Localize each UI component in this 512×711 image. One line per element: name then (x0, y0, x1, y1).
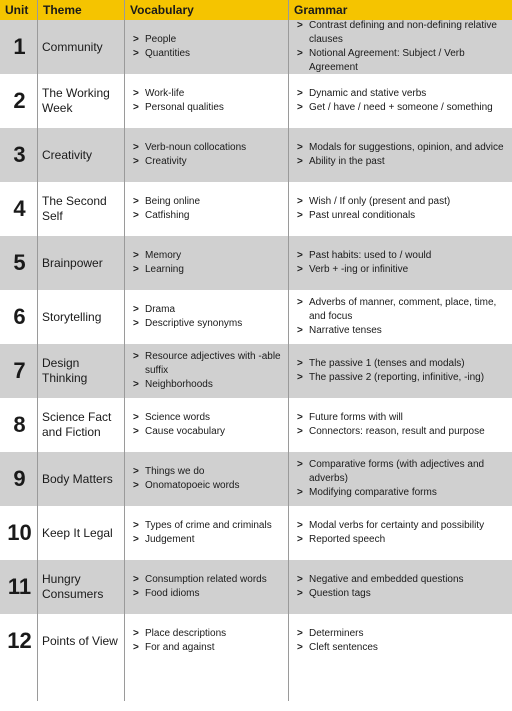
vocabulary-item (133, 425, 225, 439)
chevron-right-icon: > (133, 480, 139, 491)
table-body (0, 20, 512, 668)
vocabulary-item (133, 411, 210, 425)
chevron-right-icon: > (133, 34, 139, 45)
table-row (0, 128, 512, 182)
chevron-right-icon: > (133, 412, 139, 423)
vocabulary-list (125, 560, 289, 614)
chevron-right-icon: > (297, 574, 303, 585)
grammar-text: Negative and embedded questions (309, 574, 464, 585)
chevron-right-icon: > (297, 412, 303, 423)
unit-theme: Storytelling (38, 290, 125, 344)
chevron-right-icon: > (297, 426, 303, 437)
grammar-text: Narrative tenses (309, 325, 382, 336)
grammar-item (297, 195, 450, 209)
chevron-right-icon: > (297, 358, 303, 369)
vocabulary-text: Neighborhoods (145, 379, 213, 390)
grammar-list (289, 398, 512, 452)
chevron-right-icon: > (133, 628, 139, 639)
chevron-right-icon: > (133, 304, 139, 315)
unit-number: 8 (0, 398, 38, 452)
grammar-text: Question tags (309, 588, 371, 599)
grammar-list (289, 452, 512, 506)
vocabulary-text: Descriptive synonyms (145, 318, 243, 329)
vocabulary-text: People (145, 34, 177, 45)
grammar-item (297, 209, 415, 223)
table-row (0, 398, 512, 452)
grammar-text: Notional Agreement: Subject / Verb Agreement (309, 48, 465, 73)
chevron-right-icon: > (133, 102, 139, 113)
vocabulary-text: Being online (145, 196, 201, 207)
vocabulary-text: Drama (145, 304, 176, 315)
unit-theme: Hungry Consumers (38, 560, 125, 614)
vocabulary-item (133, 209, 189, 223)
grammar-list (289, 506, 512, 560)
grammar-list (289, 20, 512, 74)
chevron-right-icon: > (297, 325, 303, 336)
header-grammar: Grammar (294, 3, 348, 17)
grammar-item (297, 324, 382, 338)
grammar-item (297, 627, 363, 641)
chevron-right-icon: > (297, 102, 303, 113)
grammar-text: Past habits: used to / would (309, 250, 432, 261)
unit-theme: Body Matters (38, 452, 125, 506)
vocabulary-text: Verb-noun collocations (145, 142, 247, 153)
vocabulary-list (125, 344, 289, 398)
chevron-right-icon: > (133, 351, 139, 362)
chevron-right-icon: > (133, 318, 139, 329)
chevron-right-icon: > (297, 297, 303, 308)
chevron-right-icon: > (297, 156, 303, 167)
chevron-right-icon: > (133, 210, 139, 221)
header-vocabulary: Vocabulary (125, 0, 289, 20)
vocabulary-text: Consumption related words (145, 574, 267, 585)
unit-theme: Keep It Legal (38, 506, 125, 560)
vocabulary-text: Memory (145, 250, 182, 261)
vocabulary-text: Science words (145, 412, 211, 423)
vocabulary-list (125, 20, 289, 74)
vocabulary-text: Resource adjectives with -able suffix (145, 351, 281, 376)
vocabulary-text: Judgement (145, 534, 195, 545)
grammar-text: The passive 1 (tenses and modals) (309, 358, 465, 369)
grammar-item (297, 371, 484, 385)
unit-theme: Community (38, 20, 125, 74)
chevron-right-icon: > (133, 426, 139, 437)
vocabulary-item (133, 101, 224, 115)
vocabulary-text: Work-life (145, 88, 185, 99)
grammar-text: Cleft sentences (309, 642, 378, 653)
chevron-right-icon: > (297, 372, 303, 383)
chevron-right-icon: > (297, 20, 303, 31)
grammar-list (289, 128, 512, 182)
vocabulary-list (125, 236, 289, 290)
chevron-right-icon: > (297, 48, 303, 59)
chevron-right-icon: > (133, 466, 139, 477)
unit-number: 2 (0, 74, 38, 128)
table-row (0, 236, 512, 290)
vocabulary-text: Creativity (145, 156, 187, 167)
grammar-item (297, 87, 426, 101)
chevron-right-icon: > (297, 250, 303, 261)
vocabulary-text: Types of crime and criminals (145, 520, 272, 531)
vocabulary-item (133, 33, 176, 47)
grammar-item (297, 425, 485, 439)
vocabulary-item (133, 573, 267, 587)
chevron-right-icon: > (297, 534, 303, 545)
grammar-item (297, 101, 493, 115)
grammar-item (297, 411, 403, 425)
chevron-right-icon: > (133, 142, 139, 153)
vocabulary-item (133, 479, 240, 493)
grammar-item (297, 357, 465, 371)
grammar-list (289, 560, 512, 614)
grammar-text: Adverbs of manner, comment, place, time, and focus (309, 297, 497, 322)
grammar-text: Contrast defining and non-defining relative clauses (309, 20, 497, 45)
chevron-right-icon: > (297, 487, 303, 498)
grammar-list (289, 614, 512, 668)
grammar-text: Modifying comparative forms (309, 487, 437, 498)
unit-theme: Design Thinking (38, 344, 125, 398)
table-row (0, 20, 512, 74)
chevron-right-icon: > (133, 642, 139, 653)
unit-theme: The Second Self (38, 182, 125, 236)
grammar-item (297, 296, 512, 324)
table-tail (0, 668, 512, 701)
vocabulary-list (125, 614, 289, 668)
vocabulary-item (133, 641, 215, 655)
grammar-list (289, 290, 512, 344)
vocabulary-item (133, 141, 246, 155)
grammar-text: Future forms with will (309, 412, 403, 423)
vocabulary-text: Personal qualities (145, 102, 224, 113)
vocabulary-text: Place descriptions (145, 628, 227, 639)
vocabulary-item (133, 195, 200, 209)
vocabulary-item (133, 317, 242, 331)
unit-number: 5 (0, 236, 38, 290)
chevron-right-icon: > (133, 48, 139, 59)
chevron-right-icon: > (297, 520, 303, 531)
grammar-item (297, 533, 385, 547)
chevron-right-icon: > (133, 574, 139, 585)
vocabulary-list (125, 74, 289, 128)
grammar-list (289, 344, 512, 398)
table-row (0, 290, 512, 344)
chevron-right-icon: > (297, 142, 303, 153)
vocabulary-item (133, 465, 204, 479)
grammar-item (297, 155, 385, 169)
chevron-right-icon: > (297, 642, 303, 653)
table-header (0, 0, 512, 20)
vocabulary-list (125, 452, 289, 506)
chevron-right-icon: > (297, 628, 303, 639)
unit-number: 12 (0, 614, 38, 668)
grammar-text: Ability in the past (309, 156, 385, 167)
chevron-right-icon: > (133, 250, 139, 261)
vocabulary-item (133, 155, 187, 169)
grammar-text: Get / have / need + someone / something (309, 102, 493, 113)
unit-number: 6 (0, 290, 38, 344)
unit-theme: Brainpower (38, 236, 125, 290)
chevron-right-icon: > (297, 196, 303, 207)
chevron-right-icon: > (133, 379, 139, 390)
unit-number: 1 (0, 20, 38, 74)
grammar-list (289, 236, 512, 290)
unit-number: 4 (0, 182, 38, 236)
unit-number: 9 (0, 452, 38, 506)
chevron-right-icon: > (133, 520, 139, 531)
chevron-right-icon: > (133, 88, 139, 99)
vocabulary-text: Learning (145, 264, 184, 275)
vocabulary-text: Things we do (145, 466, 205, 477)
vocabulary-list (125, 128, 289, 182)
grammar-text: Wish / If only (present and past) (309, 196, 451, 207)
vocabulary-item (133, 350, 288, 378)
vocabulary-text: Onomatopoeic words (145, 480, 240, 491)
unit-number: 11 (0, 560, 38, 614)
vocabulary-text: Catfishing (145, 210, 190, 221)
table-row (0, 560, 512, 614)
unit-theme: Points of View (38, 614, 125, 668)
grammar-text: Past unreal conditionals (309, 210, 416, 221)
unit-number: 3 (0, 128, 38, 182)
unit-number: 10 (0, 506, 38, 560)
unit-theme: Science Fact and Fiction (38, 398, 125, 452)
chevron-right-icon: > (133, 156, 139, 167)
chevron-right-icon: > (297, 264, 303, 275)
vocabulary-item (133, 533, 194, 547)
vocabulary-text: Food idioms (145, 588, 200, 599)
vocabulary-item (133, 249, 181, 263)
grammar-item (297, 249, 431, 263)
header-unit: Unit (0, 0, 38, 20)
table-row (0, 182, 512, 236)
vocabulary-item (133, 627, 226, 641)
chevron-right-icon: > (297, 588, 303, 599)
unit-theme: The Working Week (38, 74, 125, 128)
vocabulary-item (133, 87, 184, 101)
grammar-text: Verb + -ing or infinitive (309, 264, 409, 275)
vocabulary-item (133, 519, 272, 533)
vocabulary-item (133, 47, 190, 61)
vocabulary-list (125, 290, 289, 344)
chevron-right-icon: > (133, 588, 139, 599)
grammar-text: Connectors: reason, result and purpose (309, 426, 485, 437)
chevron-right-icon: > (133, 534, 139, 545)
vocabulary-text: Quantities (145, 48, 191, 59)
grammar-list (289, 74, 512, 128)
table-row (0, 74, 512, 128)
chevron-right-icon: > (297, 459, 303, 470)
grammar-text: Reported speech (309, 534, 386, 545)
chevron-right-icon: > (297, 210, 303, 221)
header-theme: Theme (38, 0, 125, 20)
vocabulary-list (125, 182, 289, 236)
table-row (0, 452, 512, 506)
grammar-text: Determiners (309, 628, 364, 639)
unit-number: 7 (0, 344, 38, 398)
grammar-item (297, 641, 378, 655)
unit-theme: Creativity (38, 128, 125, 182)
vocabulary-text: Cause vocabulary (145, 426, 226, 437)
grammar-item (297, 19, 512, 47)
table-row (0, 614, 512, 668)
grammar-text: Modals for suggestions, opinion, and advice (309, 142, 504, 153)
grammar-item (297, 587, 371, 601)
vocabulary-text: For and against (145, 642, 215, 653)
vocabulary-item (133, 587, 199, 601)
chevron-right-icon: > (297, 88, 303, 99)
grammar-item (297, 458, 512, 486)
grammar-text: Comparative forms (with adjectives and adverbs) (309, 459, 485, 484)
vocabulary-list (125, 398, 289, 452)
vocabulary-item (133, 303, 175, 317)
grammar-list (289, 182, 512, 236)
table-row (0, 344, 512, 398)
grammar-item (297, 263, 408, 277)
chevron-right-icon: > (133, 264, 139, 275)
vocabulary-item (133, 263, 184, 277)
grammar-item (297, 486, 437, 500)
vocabulary-list (125, 506, 289, 560)
grammar-item (297, 47, 512, 75)
table-row (0, 506, 512, 560)
grammar-item (297, 573, 464, 587)
grammar-item (297, 141, 504, 155)
grammar-text: The passive 2 (reporting, infinitive, -ing) (309, 372, 485, 383)
grammar-text: Modal verbs for certainty and possibility (309, 520, 485, 531)
chevron-right-icon: > (133, 196, 139, 207)
vocabulary-item (133, 378, 213, 392)
grammar-text: Dynamic and stative verbs (309, 88, 427, 99)
grammar-item (297, 519, 484, 533)
